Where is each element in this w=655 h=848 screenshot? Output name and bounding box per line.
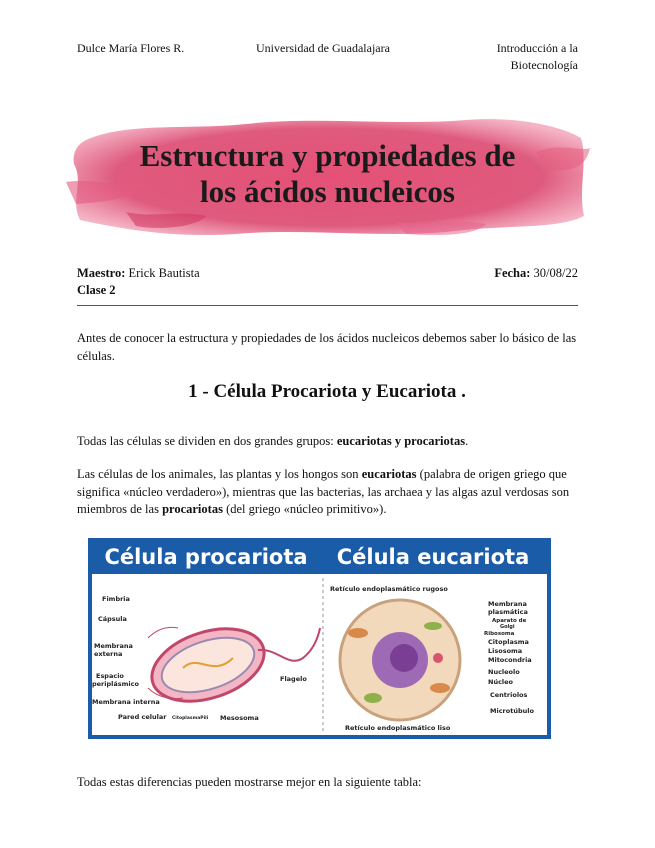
eukaryote-cell-illustration xyxy=(340,600,460,720)
p2-text: Todas las células se dividen en dos grandes grupos: xyxy=(77,434,337,448)
p3-c: (palabra de origen griego que significa «núcleo verdadero»), mientras que las bacterias, las archaea y las algas azul verdosas son miembros de las xyxy=(77,467,570,516)
document-title-line2: los ácidos nucleicos xyxy=(200,174,455,209)
figure-panel xyxy=(92,574,547,735)
label-ribosoma: Ribosoma xyxy=(484,631,515,637)
header-course-line1: Introducción a la xyxy=(496,41,578,55)
label-lisosoma: Lisosoma xyxy=(488,647,523,655)
label-centriolos: Centriolos xyxy=(490,691,528,699)
teacher-label: Maestro: xyxy=(77,266,126,280)
date-value: 30/08/22 xyxy=(533,266,578,280)
document-title xyxy=(90,138,565,210)
paragraph-groups xyxy=(77,433,577,451)
p3-d: procariotas xyxy=(162,502,223,516)
date-label: Fecha: xyxy=(494,266,531,280)
label-plasmatica: plasmática xyxy=(488,608,528,616)
p3-a: Las células de los animales, las plantas y los hongos son xyxy=(77,467,362,481)
label-pared-celular: Pared celular xyxy=(118,713,167,721)
label-membrana-plasmatica: Membrana xyxy=(488,600,527,608)
p2-bold: eucariotas y procariotas xyxy=(336,434,466,448)
class-line xyxy=(77,282,200,299)
section-heading: 1 - Célula Procariota y Eucariota . xyxy=(188,381,466,402)
label-externa: externa xyxy=(94,650,123,658)
document-title-line1: Estructura y propiedades de xyxy=(139,138,516,173)
label-capsula: Cápsula xyxy=(98,615,127,623)
label-espacio: Espacio xyxy=(96,672,124,680)
p3-e: (del griego «núcleo primitivo»). xyxy=(222,502,387,516)
label-fimbria: Fimbria xyxy=(102,595,130,603)
divider xyxy=(77,305,578,306)
cell-comparison-figure xyxy=(88,538,551,739)
header-course-line2: Biotecnología xyxy=(510,58,578,72)
label-golgi: Golgi xyxy=(500,624,515,630)
label-membrana: Membrana xyxy=(94,642,133,650)
header-course xyxy=(448,40,578,74)
prokaryote-title: Célula procariota xyxy=(104,545,308,569)
label-microtubulo: Microtúbulo xyxy=(490,707,534,715)
meta-right xyxy=(494,265,578,282)
label-rer: Retículo endoplasmático rugoso xyxy=(330,585,448,593)
label-nucleo: Núcleo xyxy=(488,678,514,686)
teacher-name: Erick Bautista xyxy=(128,266,200,280)
teacher-line xyxy=(77,265,200,282)
label-periplasmico: periplásmico xyxy=(92,680,139,688)
label-rel: Retículo endoplasmático liso xyxy=(345,724,451,732)
paragraph-cell-types xyxy=(77,466,577,519)
table-intro-paragraph: Todas estas diferencias pueden mostrarse mejor en la siguiente tabla: xyxy=(77,775,422,789)
label-citoplasma: Citoplasma xyxy=(488,638,529,646)
header-institution: Universidad de Guadalajara xyxy=(256,41,390,55)
class-label: Clase 2 xyxy=(77,283,116,297)
label-aparato: Aparato de xyxy=(492,618,527,624)
intro-paragraph: Antes de conocer la estructura y propiedades de los ácidos nucleicos debemos saber lo básico de las células. xyxy=(77,331,577,363)
p3-b: eucariotas xyxy=(361,467,417,481)
p2-end: . xyxy=(465,434,469,448)
label-mitocondria: Mitocondria xyxy=(488,656,532,664)
label-mesosoma: Mesosoma xyxy=(220,714,259,722)
label-citoplasma-pili: CitoplasmaPili xyxy=(172,716,209,721)
label-flagelo: Flagelo xyxy=(280,675,307,683)
label-nucleolo: Nucleolo xyxy=(488,668,520,676)
meta-left xyxy=(77,265,200,299)
eukaryote-title: Célula eucariota xyxy=(336,545,530,569)
header-author: Dulce María Flores R. xyxy=(77,41,185,55)
label-membrana-interna: Membrana interna xyxy=(92,698,160,706)
